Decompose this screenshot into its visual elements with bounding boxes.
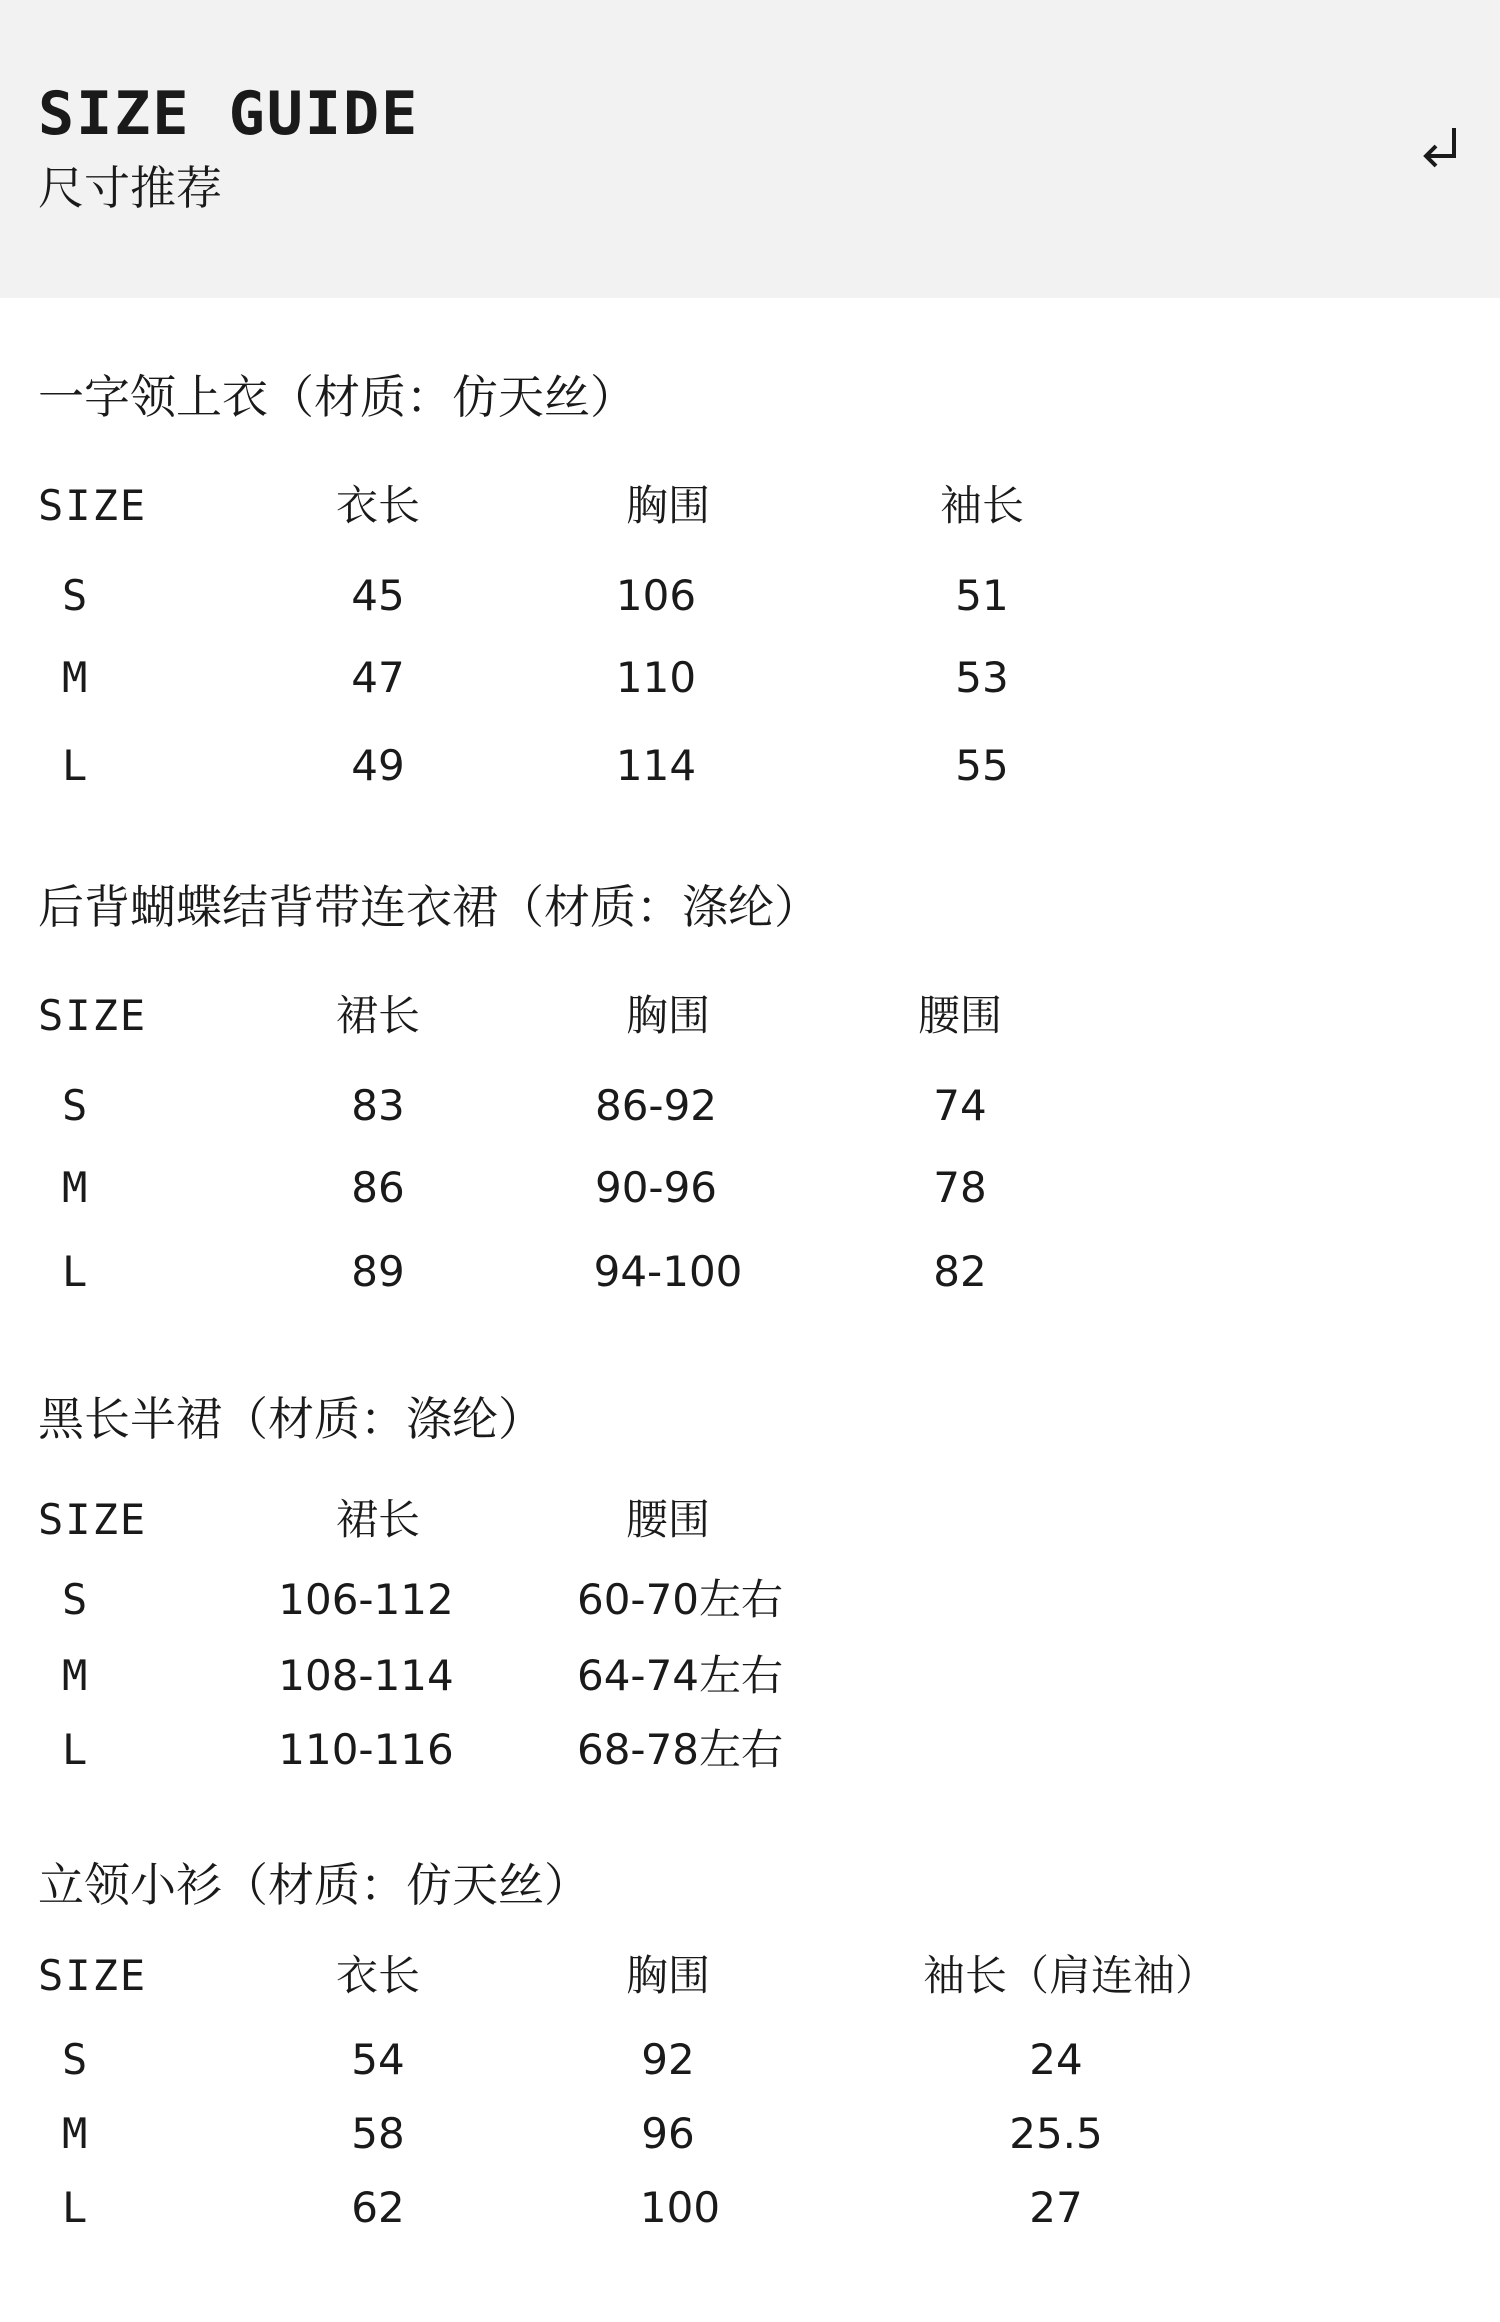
size-cell: S — [62, 1575, 88, 1624]
column-header-chest: 胸围 — [625, 1951, 711, 2000]
page-title: SIZE GUIDE — [38, 79, 420, 149]
table-cell: 94-100 — [593, 1247, 743, 1296]
table-cell: 96 — [641, 2109, 695, 2158]
table-cell: 53 — [955, 653, 1009, 702]
column-header-waist: 腰围 — [917, 991, 1003, 1040]
table-cell: 58 — [351, 2109, 405, 2158]
table-cell: 54 — [351, 2035, 405, 2084]
return-arrow-icon[interactable] — [1418, 122, 1466, 176]
size-cell: S — [62, 1081, 88, 1130]
table-cell: 55 — [955, 741, 1009, 790]
table-cell: 86-92 — [594, 1081, 718, 1130]
column-header-size: SIZE — [38, 991, 148, 1040]
column-header-length: 裙长 — [335, 1495, 421, 1544]
section-title-dress: 后背蝴蝶结背带连衣裙（材质：涤纶） — [38, 880, 820, 934]
column-header-size: SIZE — [38, 481, 148, 530]
table-cell: 106 — [615, 571, 697, 620]
column-header-waist: 腰围 — [625, 1495, 711, 1544]
table-cell: 86 — [351, 1163, 405, 1212]
page-subtitle: 尺寸推荐 — [38, 161, 222, 215]
table-cell: 74 — [933, 1081, 987, 1130]
column-header-length: 衣长 — [335, 1951, 421, 2000]
size-cell: M — [62, 2109, 88, 2158]
table-cell: 89 — [351, 1247, 405, 1296]
table-cell: 100 — [639, 2183, 721, 2232]
section-title-top: 一字领上衣（材质：仿天丝） — [38, 370, 636, 424]
table-cell: 45 — [351, 571, 405, 620]
table-cell: 47 — [351, 653, 405, 702]
column-header-chest: 胸围 — [625, 481, 711, 530]
table-cell: 60-70左右 — [576, 1575, 784, 1624]
column-header-length: 裙长 — [335, 991, 421, 1040]
table-cell: 92 — [641, 2035, 695, 2084]
column-header-length: 衣长 — [335, 481, 421, 530]
table-cell: 82 — [933, 1247, 987, 1296]
table-cell: 25.5 — [1009, 2109, 1103, 2158]
table-cell: 106-112 — [278, 1575, 454, 1624]
column-header-sleeve: 袖长 — [939, 481, 1025, 530]
column-header-size: SIZE — [38, 1951, 148, 2000]
table-cell: 114 — [615, 741, 697, 790]
table-cell: 64-74左右 — [576, 1651, 784, 1700]
section-title-skirt: 黑长半裙（材质：涤纶） — [38, 1392, 544, 1446]
size-cell: S — [62, 571, 88, 620]
table-cell: 90-96 — [594, 1163, 718, 1212]
size-cell: L — [62, 2183, 88, 2232]
table-cell: 110-116 — [278, 1725, 454, 1774]
header — [0, 0, 1500, 298]
column-header-sleeve: 袖长（肩连袖） — [922, 1951, 1218, 2000]
size-cell: L — [62, 1247, 88, 1296]
column-header-chest: 胸围 — [625, 991, 711, 1040]
table-cell: 24 — [1029, 2035, 1083, 2084]
column-header-size: SIZE — [38, 1495, 148, 1544]
table-cell: 49 — [351, 741, 405, 790]
table-cell: 108-114 — [278, 1651, 454, 1700]
table-cell: 51 — [955, 571, 1009, 620]
section-title-shirt: 立领小衫（材质：仿天丝） — [38, 1858, 590, 1912]
size-cell: M — [62, 653, 88, 702]
table-cell: 68-78左右 — [576, 1725, 784, 1774]
table-cell: 78 — [933, 1163, 987, 1212]
size-cell: L — [62, 741, 88, 790]
table-cell: 62 — [351, 2183, 405, 2232]
size-cell: M — [62, 1163, 88, 1212]
size-cell: M — [62, 1651, 88, 1700]
size-cell: L — [62, 1725, 88, 1774]
table-cell: 27 — [1029, 2183, 1083, 2232]
size-cell: S — [62, 2035, 88, 2084]
table-cell: 83 — [351, 1081, 405, 1130]
table-cell: 110 — [615, 653, 697, 702]
